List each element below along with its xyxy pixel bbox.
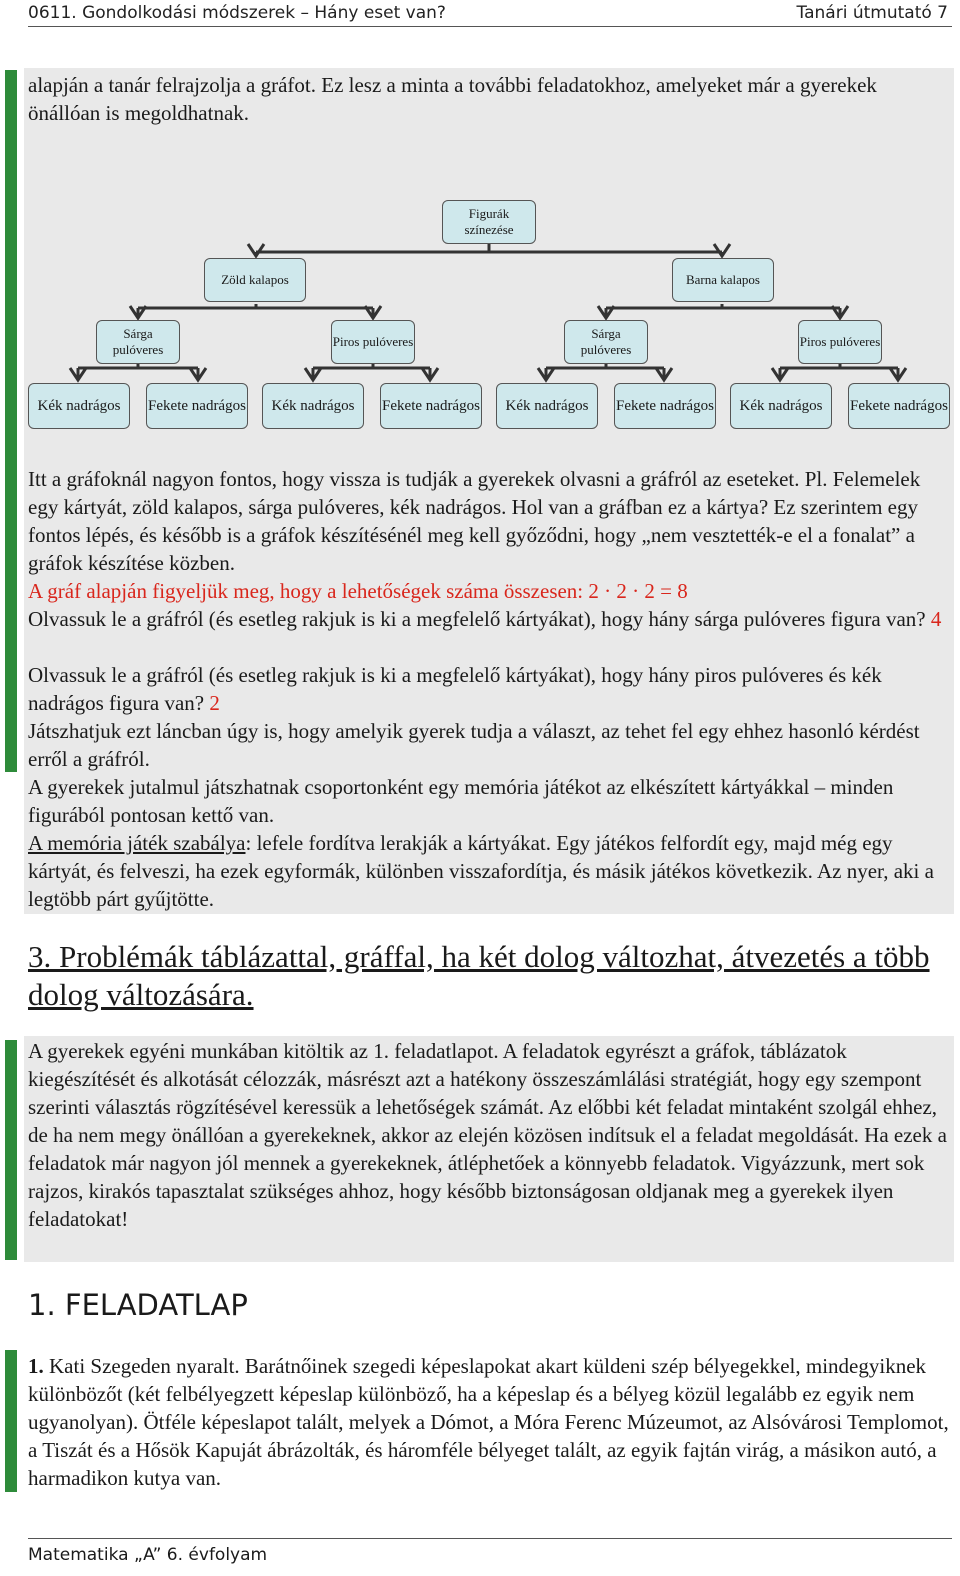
question-1-answer: 4 <box>930 607 942 631</box>
margin-bar <box>5 70 17 772</box>
task-1-number: 1. <box>28 1354 44 1378</box>
intro-paragraph: alapján a tanár felrajzolja a gráfot. Ez lesz a minta a további feladatokhoz, amelyeket már a gyerekek önállóan is megoldhatnak. <box>28 73 877 125</box>
tree-diagram <box>26 196 954 436</box>
header-title: 0611. Gondolkodási módszerek – Hány eset van? <box>28 3 446 23</box>
header-page-info: Tanári útmutató 7 <box>796 3 948 23</box>
tree-node-leaf: Kék nadrágos <box>496 383 598 429</box>
question-2 <box>28 661 954 717</box>
tree-node-level2: Sárga pulóveres <box>564 320 648 364</box>
task-1 <box>28 1352 954 1492</box>
tree-node-leaf: Fekete nadrágos <box>614 383 716 429</box>
tree-node-leaf: Kék nadrágos <box>262 383 364 429</box>
tree-node-leaf: Fekete nadrágos <box>848 383 950 429</box>
tree-node-leaf: Kék nadrágos <box>730 383 832 429</box>
reward-paragraph: A gyerekek jutalmul játszhatnak csoportonként egy memória játékot az elkészített kártyákkal – minden figurából pontosan kettő van. <box>28 775 894 827</box>
page-header <box>28 0 952 27</box>
question-1-text: Olvassuk le a gráfról (és esetleg rakjuk is ki a megfelelő kártyákat), hogy hány sárga pulóveres figura van? <box>28 607 926 631</box>
tree-node-leaf: Fekete nadrágos <box>380 383 482 429</box>
section-paragraph: A gyerekek egyéni munkában kitöltik az 1. feladatlapot. A feladatok egyrészt a gráfok, táblázatok kiegészítését és alkotását célozzák, másrészt azt a hatékony összeszámlálási stratégiát, hogy egy szempont szerinti választás rögzítésével keressük a lehetőségek számát. Az előbbi két feladat mintaként szolgál ehhez, de ha nem megy önállóan a gyerekeknek, akkor az elején közösen indítsuk el a feladat megoldását. Ha ezek a feladatok már nagyon jól mennek a gyerekeknek, átléphetőek a könnyebb feladatok. Vigyázzunk, mert sok rajzos, kirakós tapasztalat szükséges ahhoz, hogy később biztonságosan oldjanak meg a gyerekek ilyen feladatokat! <box>28 1039 947 1231</box>
margin-bar <box>5 1350 17 1492</box>
tree-node-level2: Piros pulóveres <box>798 320 882 364</box>
question-1 <box>28 605 954 633</box>
tree-node-level1: Barna kalapos <box>672 258 774 302</box>
question-2-answer: 2 <box>209 691 220 715</box>
explanation-paragraph: Itt a gráfoknál nagyon fontos, hogy vissza is tudják a gyerekek olvasni a gráfról az eseteket. Pl. Felemelek egy kártyát, zöld kalapos, sárga pulóveres, kék nadrágos. Hol van a gráfban ez a kártya? Ez szerintem egy fontos lépés, és később is a gráfok készítésénél meg kell győződni, hogy „nem vesztették-e el a fonalat” a gráfok készítése közben. <box>28 467 921 575</box>
page-footer: Matematika „A” 6. évfolyam <box>28 1538 952 1565</box>
question-2-text: Olvassuk le a gráfról (és esetleg rakjuk is ki a megfelelő kártyákat), hogy hány piros pulóveres és kék nadrágos figura van? <box>28 663 882 715</box>
worksheet-title: 1. FELADATLAP <box>28 1288 248 1322</box>
memory-rule-text: : lefele fordítva lerakják a kártyákat. Egy játékos felfordít egy, majd még egy kártyát, és felveszi, ha ezek egyformák, különben visszafordítja, és másik játékos következik. Az nyer, aki a legtöbb párt gyűjtötte. <box>28 831 934 911</box>
tree-node-leaf: Kék nadrágos <box>28 383 130 429</box>
task-1-text: Kati Szegeden nyaralt. Barátnőinek szegedi képeslapokat akart küldeni szép bélyegekkel, mindegyiknek különbözőt (két felbélyegzett képeslap különböző, ha a képeslap és a bélyeg közül legalább ez egyik nem ugyanolyan). Ötféle képeslapot talált, melyek a Dómot, a Móra Ferenc Múzeumot, az Alsóvárosi Templomot, a Tiszát és a Hősök Kapuját ábrázolták, és háromféle bélyeget talált, az egyik fajtán virág, a másikon autó, a harmadikon kutya van. <box>28 1354 949 1490</box>
tree-node-root: Figurák színezése <box>442 200 536 244</box>
section-heading: 3. Problémák táblázattal, gráffal, ha két dolog változhat, átvezetés a több dolog változására. <box>28 939 930 1012</box>
tree-node-level1: Zöld kalapos <box>204 258 306 302</box>
tree-node-level2: Sárga pulóveres <box>96 320 180 364</box>
memory-rule-paragraph <box>28 829 954 913</box>
tree-node-leaf: Fekete nadrágos <box>146 383 248 429</box>
margin-bar <box>5 1040 17 1260</box>
highlight-formula: A gráf alapján figyeljük meg, hogy a lehetőségek száma összesen: 2 · 2 · 2 = 8 <box>28 579 688 603</box>
memory-rule-label: A memória játék szabálya <box>28 831 246 855</box>
tree-node-level2: Piros pulóveres <box>331 320 415 364</box>
chain-game-paragraph: Játszhatjuk ezt láncban úgy is, hogy amelyik gyerek tudja a választ, az tehet fel egy ehhez hasonló kérdést erről a gráfról. <box>28 719 920 771</box>
